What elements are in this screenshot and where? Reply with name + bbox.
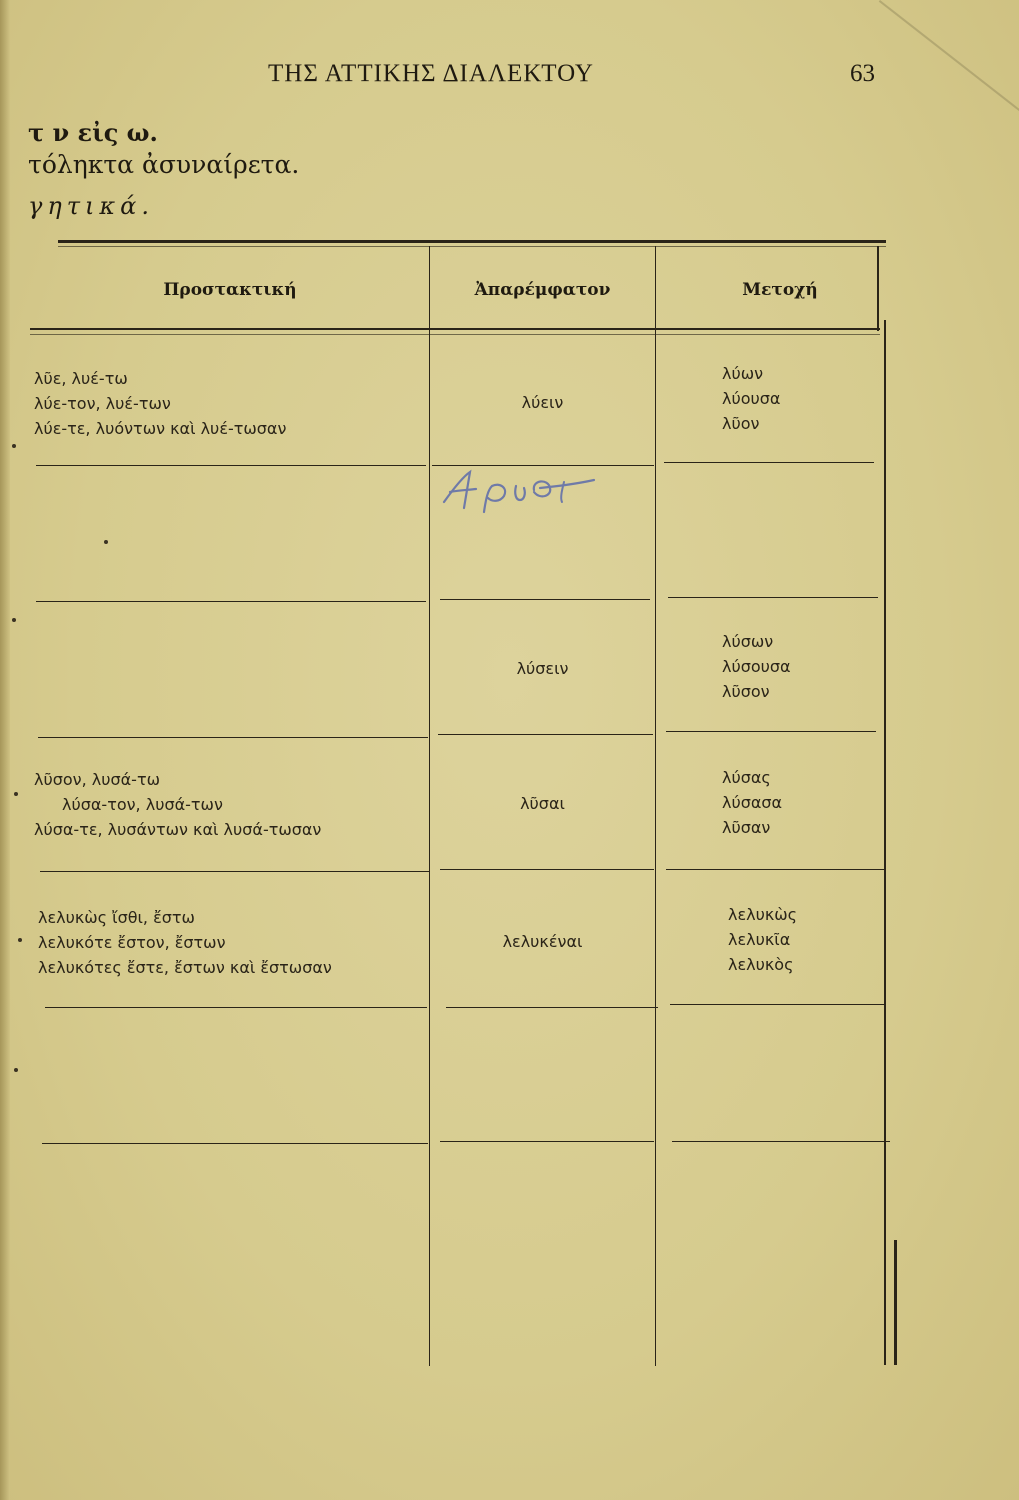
participle-line: λύσων xyxy=(722,632,774,651)
row-separator xyxy=(664,462,874,463)
intro-line-3: γητικά. xyxy=(28,192,154,220)
participle-line: λελυκὼς xyxy=(728,905,798,924)
binding-edge xyxy=(0,0,10,1500)
ink-speck xyxy=(12,444,16,448)
intro-line-1: τ ν εἰς ω. xyxy=(28,118,158,147)
participle-line: λελυκὸς xyxy=(728,955,794,974)
header-bottom-rule-thin xyxy=(30,334,880,335)
row-separator xyxy=(45,1007,427,1008)
row-separator xyxy=(38,737,428,738)
ink-speck xyxy=(14,1068,18,1072)
row-separator xyxy=(668,597,878,598)
imperative-line: λελυκότες ἔστε, ἔστων καὶ ἔστωσαν xyxy=(38,958,332,977)
page-corner-fold xyxy=(879,0,1019,125)
participle-line: λελυκῖα xyxy=(728,930,791,949)
running-title: ΤΗΣ ΑΤΤΙΚΗΣ ΔΙΑΛΕΚΤΟΥ xyxy=(268,60,594,87)
row-separator xyxy=(446,1007,658,1008)
imperative-line: λελυκότε ἔστον, ἔστων xyxy=(38,933,226,952)
row-separator xyxy=(440,1141,654,1142)
participle-line: λῦσαν xyxy=(722,818,771,837)
table-top-rule-thin xyxy=(58,246,886,247)
row-separator xyxy=(672,1141,890,1142)
participle-line: λύσας xyxy=(722,768,771,787)
row-separator xyxy=(666,869,884,870)
table-right-border-thick xyxy=(894,1240,897,1365)
row-separator xyxy=(666,731,876,732)
handwritten-note xyxy=(436,462,616,542)
row-separator xyxy=(40,871,430,872)
header-imperative: Προστακτική xyxy=(163,280,297,300)
row-separator xyxy=(36,601,426,602)
imperative-line: λελυκὼς ἴσθι, ἔστω xyxy=(38,908,195,927)
imperative-line: λῦσον, λυσά-τω xyxy=(34,770,160,789)
row-separator xyxy=(36,465,426,466)
ink-speck xyxy=(104,540,108,544)
imperative-line: λύε-τε, λυόντων καὶ λυέ-τωσαν xyxy=(34,419,287,438)
participle-line: λύσασα xyxy=(722,793,783,812)
row-separator xyxy=(670,1004,886,1005)
header-bottom-rule xyxy=(30,328,880,330)
participle-line: λῦσον xyxy=(722,682,770,701)
imperative-line: λῦε, λυέ-τω xyxy=(34,369,128,388)
ink-speck xyxy=(12,618,16,622)
ink-speck xyxy=(14,792,18,796)
infinitive-cell: λύσειν xyxy=(516,659,569,678)
table-right-border-outer xyxy=(884,320,886,1365)
table-top-rule xyxy=(58,240,886,243)
participle-line: λῦον xyxy=(722,414,760,433)
participle-line: λύουσα xyxy=(722,389,781,408)
row-separator xyxy=(440,869,654,870)
participle-line: λύων xyxy=(722,364,764,383)
intro-line-2: τόληκτα ἀσυναίρετα. xyxy=(28,150,300,179)
page-number: 63 xyxy=(850,60,875,87)
imperative-line: λύε-τον, λυέ-των xyxy=(34,394,171,413)
imperative-line: λύσα-τον, λυσά-των xyxy=(62,795,223,814)
header-participle: Μετοχή xyxy=(742,280,818,300)
column-divider-2 xyxy=(655,246,656,1366)
imperative-line: λύσα-τε, λυσάντων καὶ λυσά-τωσαν xyxy=(34,820,322,839)
row-separator xyxy=(438,734,653,735)
row-separator xyxy=(440,599,650,600)
header-infinitive: Ἀπαρέμφατον xyxy=(474,280,611,300)
ink-speck xyxy=(18,938,22,942)
row-separator xyxy=(42,1143,428,1144)
infinitive-cell: λῦσαι xyxy=(520,794,565,813)
infinitive-cell: λελυκέναι xyxy=(502,932,583,951)
table-right-border xyxy=(877,246,879,331)
infinitive-cell: λύειν xyxy=(521,393,564,412)
participle-line: λύσουσα xyxy=(722,657,791,676)
